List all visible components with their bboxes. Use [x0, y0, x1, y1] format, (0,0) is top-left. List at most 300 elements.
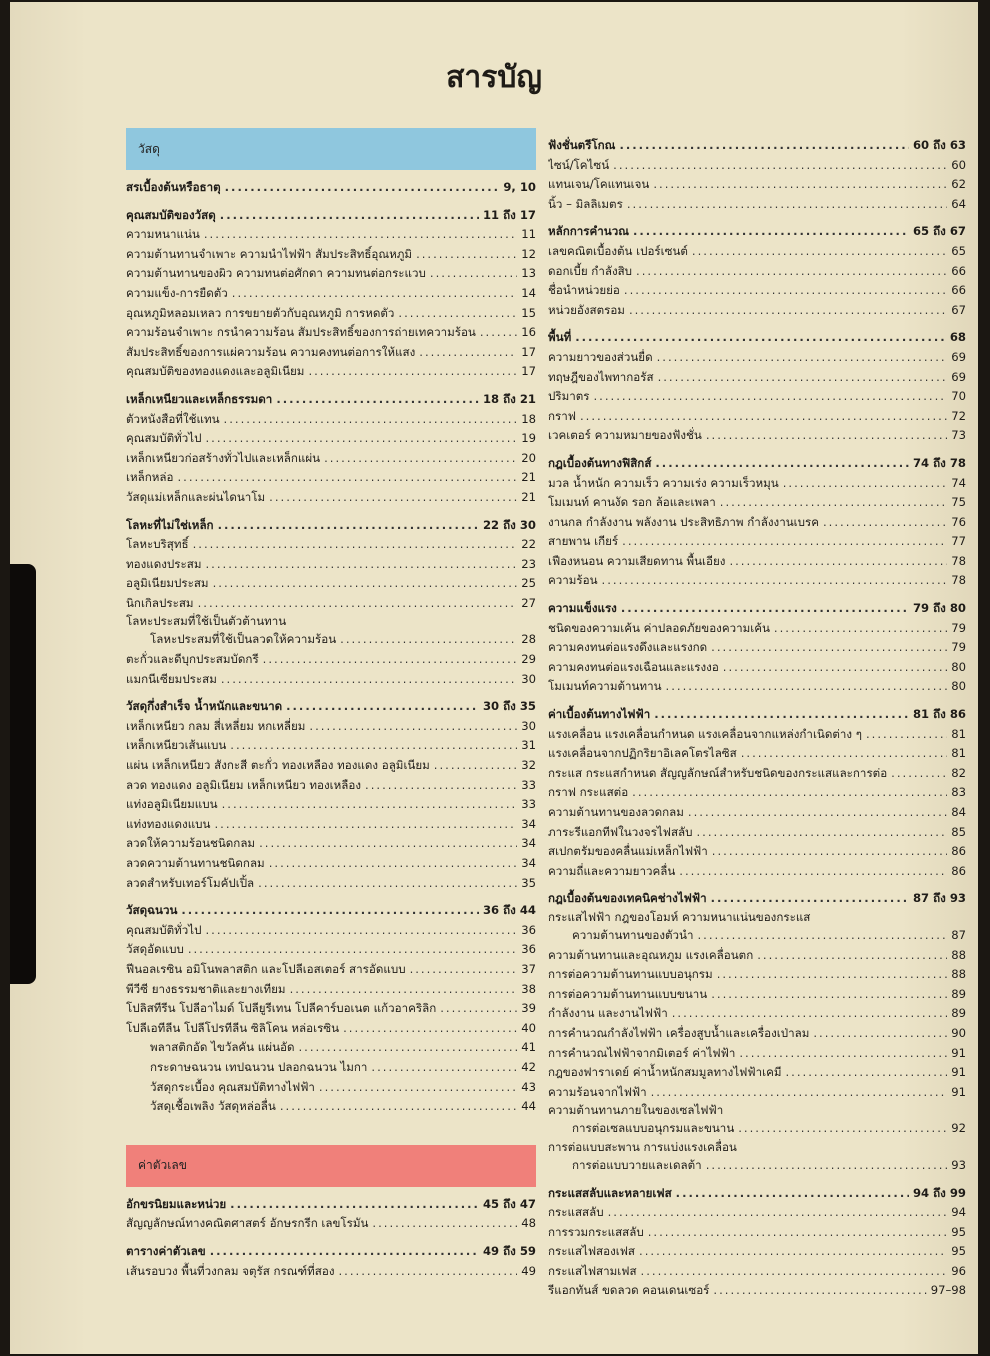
dot-leader — [813, 1024, 947, 1044]
entry-page-number: 88 — [951, 967, 966, 982]
dot-leader — [319, 1078, 517, 1098]
dot-leader — [280, 1097, 517, 1117]
entry-title: คุณสมบัติของทองแดงและอลูมิเนียม — [126, 364, 305, 379]
dot-leader — [648, 1223, 948, 1243]
entry-title: กฎของฟาราเดย์ ค่าน้ำหนักสมมูลทางไฟฟ้าเคมี — [548, 1065, 782, 1080]
dot-leader — [286, 697, 479, 717]
entry-title: ตะกั่วและดีบุกประสมบัดกรี — [126, 652, 259, 667]
toc-entry — [126, 776, 536, 796]
toc-heading — [548, 136, 966, 156]
entry-title: ความต้านทานของตัวนำ — [572, 927, 694, 942]
entry-page-number: 14 — [521, 285, 536, 300]
entry-page-number: 84 — [951, 805, 966, 819]
entry-page-number: 39 — [521, 1001, 536, 1016]
toc-entry — [126, 449, 536, 469]
dot-leader — [263, 650, 518, 670]
toc-heading — [126, 697, 536, 717]
dot-leader — [594, 387, 948, 407]
entry-title: กฎเบื้องต้นทางฟิสิกส์ — [548, 455, 652, 470]
dot-leader — [230, 1195, 479, 1215]
entry-title: พลาสติกอัด ไขวัลคัน แผ่นอัด — [150, 1040, 295, 1055]
entry-page-number: 17 — [521, 364, 536, 379]
toc-entry — [126, 815, 536, 835]
entry-page-number: 21 — [521, 489, 536, 504]
toc-entry — [126, 999, 536, 1019]
entry-title: คุณสมบัติทั่วไป — [126, 431, 202, 446]
dot-leader — [188, 940, 517, 960]
entry-title: เส้นรอบวง พื้นที่วงกลม จตุรัส กรณฑ์ที่สอง — [126, 1263, 335, 1278]
dot-leader — [309, 717, 517, 737]
entry-title: รีแอกทันส์ ขดลวด คอนเดนเซอร์ — [548, 1283, 710, 1298]
entry-title: การต่อแบบสะพาน การแบ่งแรงเคลื่อน — [548, 1139, 737, 1154]
toc-entry — [126, 304, 536, 324]
dot-leader — [698, 926, 948, 946]
entry-title: ทฤษฎีของไพทากอรัส — [548, 369, 654, 384]
toc-heading — [548, 222, 966, 242]
entry-page-number: 77 — [951, 534, 966, 549]
entry-title: แมกนีเซียมประสม — [126, 671, 217, 686]
entry-title: ความคงทนต่อแรงดึงและแรงกด — [548, 640, 708, 655]
toc-heading — [126, 1242, 536, 1262]
toc-entry — [126, 594, 536, 614]
entry-title: ความยาวของส่วนยื่ด — [548, 349, 653, 364]
dot-leader — [269, 854, 518, 874]
entry-title: อลูมิเนียมประสม — [126, 576, 209, 591]
entry-title: คุณสมบัติของวัสดุ — [126, 207, 216, 222]
dot-leader — [706, 1156, 948, 1176]
dot-leader — [372, 1214, 517, 1234]
toc-entry — [548, 262, 966, 282]
entry-title: แผ่น เหล็กเหนียว สังกะสี ตะกั่ว ทองเหลือง ทองแดง อลูมิเนียม — [126, 758, 430, 773]
entry-title: ชนิดของความเค้น ค่าปลอดภัยของความเค้น — [548, 620, 770, 635]
dot-leader — [697, 823, 948, 843]
toc-entry — [548, 1044, 966, 1064]
toc-section — [126, 901, 536, 1117]
toc-entry — [126, 1058, 536, 1078]
toc-entry — [126, 960, 536, 980]
toc-entry — [126, 225, 536, 245]
entry-page-number: 60 ถึง 63 — [912, 138, 966, 152]
binder-flap — [10, 564, 36, 984]
dot-leader — [416, 245, 517, 265]
dot-leader — [711, 889, 909, 909]
entry-page-number: 34 — [521, 856, 536, 870]
toc-section — [548, 328, 966, 446]
entry-page-number: 75 — [951, 495, 966, 510]
dot-leader — [629, 301, 947, 321]
right-sections — [548, 136, 966, 1301]
entry-title: แท่งอลูมิเนียมแบน — [126, 797, 218, 812]
entry-page-number: 91 — [951, 1084, 966, 1099]
toc-entry — [548, 842, 966, 862]
dot-leader — [434, 756, 517, 776]
toc-heading — [548, 599, 966, 619]
toc-entry — [126, 1097, 536, 1117]
entry-title: ความแข็ง-การยืดตัว — [126, 285, 228, 300]
entry-title: กระแสสลับและหลายเฟส — [548, 1185, 672, 1200]
toc-section — [126, 1195, 536, 1234]
toc-entry — [548, 658, 966, 678]
entry-page-number: 42 — [521, 1059, 536, 1074]
toc-entry — [548, 1024, 966, 1044]
entry-title: ความคงทนต่อแรงเฉือนและแรงงอ — [548, 659, 719, 674]
toc-entry — [126, 613, 536, 630]
entry-page-number: 18 ถึง 21 — [482, 391, 536, 406]
entry-title: เหล็กเหนียวเส้นแบน — [126, 738, 227, 753]
entry-page-number: 91 — [951, 1045, 966, 1060]
left-sections-2 — [126, 1195, 536, 1281]
entry-page-number: 69 — [951, 369, 966, 384]
toc-entry — [548, 862, 966, 882]
entry-title: หลักการคำนวณ — [548, 224, 629, 239]
entry-title: ลวดสำหรับเทอร์โมคัปเปิ้ล — [126, 875, 255, 890]
entry-page-number: 43 — [521, 1079, 536, 1094]
dot-leader — [711, 985, 947, 1005]
entry-page-number: 36 — [521, 922, 536, 937]
entry-title: อักขรนิยมและหน่วย — [126, 1196, 227, 1211]
entry-title: วัสดุกึ่งสำเร็จ น้ำหนักและขนาด — [126, 699, 283, 714]
toc-entry — [126, 264, 536, 284]
toc-entry — [548, 301, 966, 321]
entry-title: ความต้านทานและอุณหภูม แรงเคลื่อนตก — [548, 947, 754, 962]
dot-leader — [622, 532, 947, 552]
entry-title: สายพาน เกียร์ — [548, 534, 619, 549]
entry-title: กระแสสลับ — [548, 1205, 604, 1220]
dot-leader — [276, 390, 479, 410]
entry-title: ปริมาตร — [548, 389, 590, 404]
entry-title: ความร้อน — [548, 573, 598, 588]
toc-entry — [548, 368, 966, 388]
entry-page-number: 33 — [521, 777, 536, 792]
entry-page-number: 15 — [521, 305, 536, 320]
entry-page-number: 81 — [951, 726, 966, 741]
dot-leader — [258, 874, 517, 894]
toc-entry — [126, 284, 536, 304]
entry-title: โลหะประสมที่ใช้เป็นตัวต้านทาน — [126, 614, 287, 629]
entry-page-number: 19 — [521, 431, 536, 446]
toc-entry — [548, 387, 966, 407]
entry-title: ลวดให้ความร้อนชนิดกลม — [126, 836, 256, 851]
dot-leader — [220, 206, 479, 226]
dot-leader — [218, 516, 479, 536]
entry-page-number: 95 — [951, 1224, 966, 1239]
toc-entry — [126, 854, 536, 874]
entry-page-number: 72 — [951, 408, 966, 423]
dot-leader — [619, 136, 909, 156]
toc-entry — [548, 803, 966, 823]
entry-title: ลวด ทองแดง อลูมิเนียม เหล็กเหนียว ทองเหลือง — [126, 777, 362, 792]
dot-leader — [290, 980, 518, 1000]
dot-leader — [205, 555, 517, 575]
toc-entry — [548, 985, 966, 1005]
toc-heading — [548, 454, 966, 474]
entry-page-number: 44 — [521, 1099, 536, 1114]
toc-heading — [548, 328, 966, 348]
dot-leader — [602, 571, 948, 591]
entry-page-number: 74 — [951, 475, 966, 490]
entry-title: โมเมนท์ความต้านทาน — [548, 679, 662, 694]
entry-page-number: 94 ถึง 99 — [912, 1185, 966, 1200]
entry-title: โลหะที่ไม่ใช่เหล็ก — [126, 517, 214, 532]
dot-leader — [221, 670, 517, 690]
entry-title: ความหนาแน่น — [126, 227, 200, 242]
dot-leader — [651, 1083, 948, 1103]
entry-title: ตารางค่าตัวเลข — [126, 1243, 206, 1258]
entry-title: ความร้อนจากไฟฟ้า — [548, 1084, 647, 1099]
toc-entry — [126, 717, 536, 737]
entry-page-number: 65 — [951, 243, 966, 258]
toc-entry — [548, 513, 966, 533]
entry-page-number: 22 ถึง 30 — [482, 517, 536, 532]
entry-title: เหล็กเหนียวก่อสร้างทั่วไปและเหล็กแผ่น — [126, 450, 321, 465]
toc-heading — [548, 889, 966, 909]
entry-title: การต่อความต้านทานแบบขนาน — [548, 986, 708, 1001]
dot-leader — [340, 630, 517, 650]
toc-entry — [126, 1038, 536, 1058]
toc-entry — [548, 638, 966, 658]
entry-title: พีวีซี ยางธรรมชาติและยางเทียม — [126, 981, 286, 996]
entry-title: เฟืองหนอน ความเสียดทาน พื้นเอียง — [548, 553, 726, 568]
entry-title: ดอกเบี้ย กำลังสิบ — [548, 263, 633, 278]
entry-title: วัสดุฉนวน — [126, 903, 178, 918]
toc-entry — [126, 1262, 536, 1282]
entry-page-number: 78 — [951, 573, 966, 588]
entry-title: วัสดุเชื้อเพลิง วัสดุหล่อลื่น — [150, 1099, 276, 1114]
entry-page-number: 20 — [521, 450, 536, 465]
toc-entry — [126, 650, 536, 670]
dot-leader — [712, 842, 947, 862]
dot-leader — [783, 474, 947, 494]
entry-page-number: 25 — [521, 576, 536, 591]
dot-leader — [204, 225, 517, 245]
entry-page-number: 96 — [951, 1263, 966, 1278]
entry-title: วัสดุกระเบื้อง คุณสมบัติทางไฟฟ้า — [150, 1079, 315, 1094]
entry-page-number: 74 ถึง 78 — [912, 455, 966, 470]
dot-leader — [711, 638, 947, 658]
entry-title: ลวดความต้านทานชนิดกลม — [126, 856, 265, 870]
dot-leader — [713, 1281, 926, 1301]
toc-section — [126, 178, 536, 198]
dot-leader — [741, 744, 947, 764]
toc-entry — [548, 677, 966, 697]
dot-leader — [729, 552, 947, 572]
entry-title: กระแสไฟฟ้า กฎของโอมห์ ความหนาแน่นของกระแส — [548, 909, 811, 924]
dot-leader — [324, 449, 517, 469]
entry-page-number: 66 — [951, 263, 966, 278]
entry-title: โปลิสทีรีน โปลีอาไมด์ โปลียูรีเทน โปลีคาร์บอเนต แก้วอาคริลิก — [126, 1001, 437, 1016]
toc-section — [548, 222, 966, 320]
dot-leader — [723, 658, 947, 678]
entry-title: ความต้านทานจำเพาะ ความนำไฟฟ้า สัมประสิทธิ์อุณหภูมิ — [126, 246, 413, 261]
entry-title: กฎเบื้องต้นของเทคนิคช่างไฟฟ้า — [548, 891, 707, 906]
entry-title: การต่อแบบวายและเดลต้า — [572, 1157, 702, 1172]
dot-leader — [338, 1262, 517, 1282]
entry-page-number: 32 — [521, 758, 536, 773]
entry-page-number: 97–98 — [930, 1283, 966, 1298]
entry-title: สัญญลักษณ์ทางคณิตศาสตร์ อักษรกรีก เลขโรมัน — [126, 1216, 369, 1231]
toc-entry — [126, 1019, 536, 1039]
entry-page-number: 68 — [949, 330, 966, 345]
dot-leader — [679, 862, 947, 882]
entry-title: ความถี่และความยาวคลื่น — [548, 863, 676, 878]
entry-page-number: 79 ถึง 80 — [912, 601, 966, 616]
entry-title: ฟังชั่นตรีโกณ — [548, 138, 616, 152]
toc-entry — [548, 1242, 966, 1262]
dot-leader — [639, 1242, 947, 1262]
toc-entry — [548, 348, 966, 368]
entry-title: การคำนวณไฟฟ้าจากมิเตอร์ ค่าไฟฟ้า — [548, 1045, 736, 1060]
entry-title: กระแสไฟสองเฟส — [548, 1244, 636, 1259]
entry-page-number: 90 — [951, 1025, 966, 1040]
entry-page-number: 35 — [521, 875, 536, 890]
book-page — [10, 2, 978, 1354]
toc-entry — [126, 362, 536, 382]
toc-entry — [126, 323, 536, 343]
entry-page-number: 85 — [951, 824, 966, 839]
toc-entry — [548, 195, 966, 215]
toc-entry — [126, 874, 536, 894]
entry-title: วัสดุอัดแบบ — [126, 942, 184, 957]
entry-page-number: 73 — [951, 428, 966, 443]
entry-title: นิ้ว – มิลลิเมตร — [548, 196, 623, 211]
entry-page-number: 93 — [951, 1157, 966, 1172]
toc-entry — [548, 1223, 966, 1243]
dot-leader — [225, 178, 500, 198]
toc-entry — [548, 571, 966, 591]
dot-leader — [308, 362, 517, 382]
entry-page-number: 21 — [521, 470, 536, 485]
entry-title: สัมประสิทธิ์ของการแผ่ความร้อน ความคงทนต่อการให้แสง — [126, 344, 416, 359]
toc-heading — [126, 516, 536, 536]
entry-page-number: 94 — [951, 1205, 966, 1220]
toc-entry — [548, 281, 966, 301]
entry-page-number: 81 — [951, 746, 966, 761]
dot-leader — [632, 783, 947, 803]
section-band-materials — [126, 128, 536, 170]
toc-entry — [548, 965, 966, 985]
dot-leader — [655, 454, 909, 474]
dot-leader — [410, 960, 518, 980]
entry-page-number: 76 — [951, 514, 966, 529]
entry-page-number: 80 — [951, 679, 966, 694]
toc-entry — [126, 343, 536, 363]
entry-page-number: 88 — [951, 947, 966, 962]
entry-page-number: 67 — [951, 302, 966, 317]
entry-title: ภาระรีแอกทีฟในวงจรไฟสลับ — [548, 824, 693, 839]
toc-entry — [548, 242, 966, 262]
entry-page-number: 30 — [521, 718, 536, 733]
entry-page-number: 23 — [521, 556, 536, 571]
entry-page-number: 34 — [521, 836, 536, 851]
entry-page-number: 33 — [521, 797, 536, 812]
entry-title: ฟีนอลเรซิน อมิโนพลาสติก และโปลีเอสเตอร์ สารอัดแบบ — [126, 961, 406, 976]
entry-title: วัสดุแม่เหล็กและผ่นไดนาโม — [126, 489, 266, 504]
dot-leader — [193, 535, 518, 555]
entry-page-number: 70 — [951, 389, 966, 404]
toc-heading — [126, 901, 536, 921]
entry-title: การต่อความต้านทานแบบอนุกรม — [548, 967, 713, 982]
entry-page-number: 87 — [951, 927, 966, 942]
left-sections — [126, 178, 536, 1117]
entry-page-number: 27 — [521, 595, 536, 610]
entry-title: ความต้านทานภายในของเซลไฟฟ้า — [548, 1103, 724, 1118]
toc-entry — [548, 1102, 966, 1119]
toc-section — [548, 136, 966, 214]
dot-leader — [672, 1004, 947, 1024]
toc-entry — [126, 1078, 536, 1098]
dot-leader — [232, 284, 517, 304]
entry-page-number: 38 — [521, 981, 536, 996]
entry-page-number: 9, 10 — [503, 180, 536, 194]
page-title: สารบัญ — [446, 60, 542, 95]
dot-leader — [621, 599, 909, 619]
toc-entry — [126, 488, 536, 508]
section-band-numeric-values — [126, 1145, 536, 1187]
entry-page-number: 29 — [521, 652, 536, 667]
dot-leader — [230, 736, 517, 756]
dot-leader — [398, 304, 517, 324]
dot-leader — [654, 705, 909, 725]
toc-section — [126, 697, 536, 893]
entry-title: โมเมนท์ คานงัด รอก ล้อและเพลา — [548, 495, 716, 510]
dot-leader — [575, 328, 946, 348]
dot-leader — [177, 468, 517, 488]
entry-page-number: 11 ถึง 17 — [482, 207, 536, 222]
toc-entry — [548, 1139, 966, 1156]
entry-page-number: 65 ถึง 67 — [912, 224, 966, 239]
entry-page-number: 41 — [521, 1040, 536, 1055]
toc-entry — [126, 834, 536, 854]
entry-title: กระดาษฉนวน เทปฉนวน ปลอกฉนวน ไมกา — [150, 1059, 368, 1074]
entry-page-number: 79 — [951, 620, 966, 635]
toc-entry — [126, 980, 536, 1000]
entry-page-number: 30 ถึง 35 — [482, 699, 536, 714]
entry-page-number: 87 ถึง 93 — [912, 891, 966, 906]
toc-entry — [548, 407, 966, 427]
entry-page-number: 36 — [521, 942, 536, 957]
dot-leader — [706, 426, 947, 446]
dot-leader — [823, 513, 947, 533]
toc-entry — [548, 1119, 966, 1139]
toc-section — [548, 454, 966, 591]
entry-page-number: 22 — [521, 537, 536, 552]
toc-entry — [126, 429, 536, 449]
entry-title: กราฟ กระแสต่อ — [548, 785, 629, 800]
entry-title: ความแข็งแรง — [548, 601, 617, 616]
entry-page-number: 66 — [951, 283, 966, 298]
dot-leader — [205, 921, 517, 941]
entry-page-number: 82 — [951, 765, 966, 780]
toc-entry — [548, 156, 966, 176]
dot-leader — [738, 1119, 947, 1139]
toc-entry — [548, 532, 966, 552]
toc-entry — [126, 245, 536, 265]
entry-title: อุณหภูมิหลอมเหลว การขยายตัวกับอุณหภูมิ การหดตัว — [126, 305, 395, 320]
toc-entry — [548, 823, 966, 843]
toc-section — [126, 390, 536, 508]
entry-title: เลขคณิตเบื้องต้น เปอร์เซนต์ — [548, 243, 688, 258]
dot-leader — [633, 222, 909, 242]
toc-heading — [548, 705, 966, 725]
dot-leader — [205, 429, 517, 449]
toc-entry — [126, 410, 536, 430]
entry-page-number: 18 — [521, 411, 536, 426]
toc-entry — [548, 909, 966, 926]
toc-entry — [548, 619, 966, 639]
toc-entry — [126, 795, 536, 815]
dot-leader — [269, 488, 517, 508]
toc-heading — [126, 390, 536, 410]
